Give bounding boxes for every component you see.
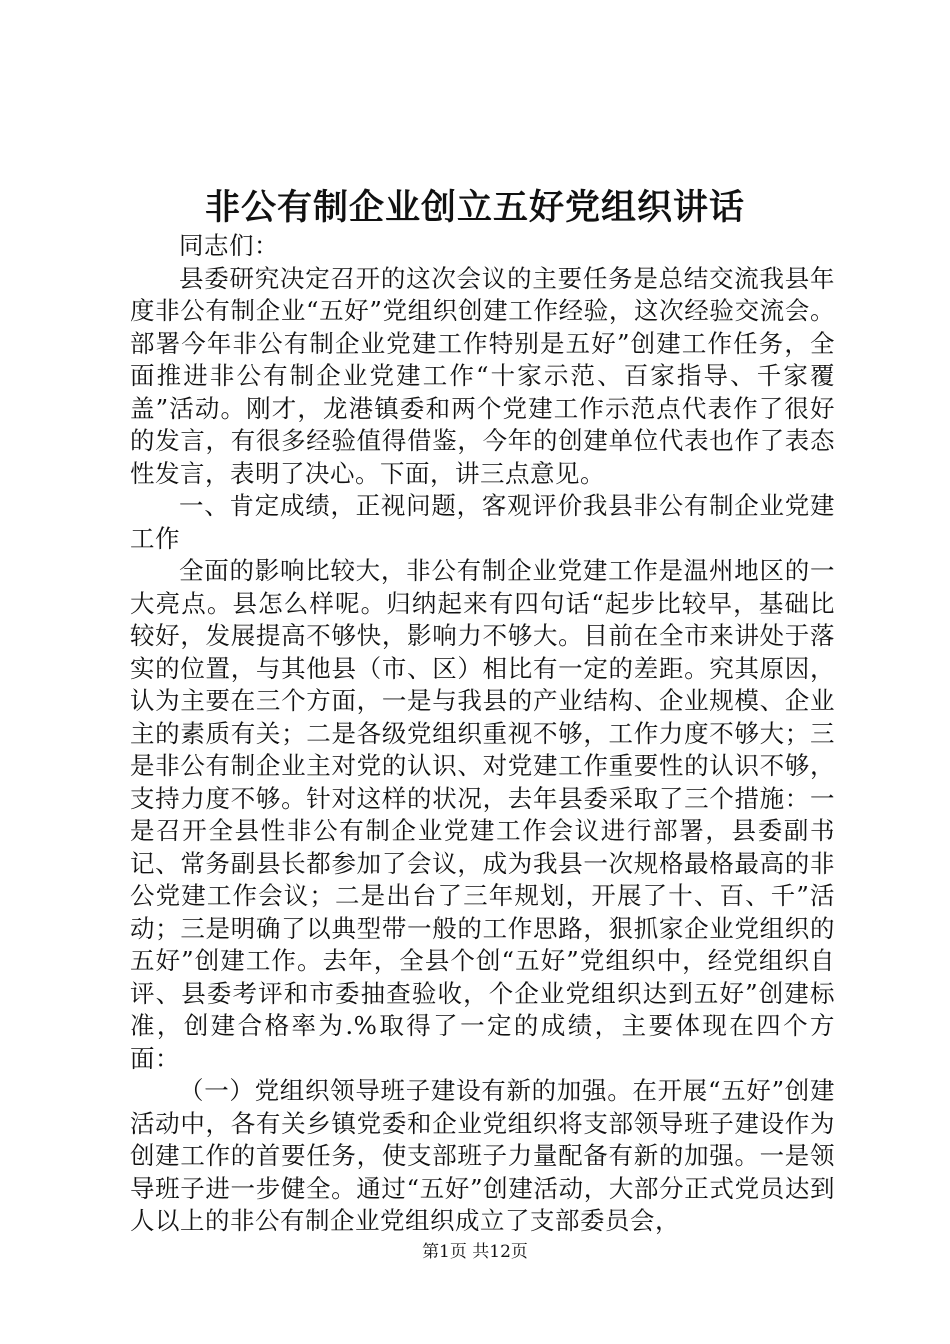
section-heading-1: 一、肯定成绩，正视问题，客观评价我县非公有制企业党建工作 bbox=[130, 491, 835, 553]
document-title: 非公有制企业创立五好党组织讲话 bbox=[204, 187, 745, 228]
document-body bbox=[130, 230, 835, 1238]
page-footer: 第1页 共12页 bbox=[422, 1242, 528, 1262]
salutation-paragraph: 同志们： bbox=[179, 231, 279, 260]
subsection-paragraph-1: （一）党组织领导班子建设有新的加强。在开展“五好”创建活动中，各有关乡镇党委和企业党组织将支部领导班子建设作为创建工作的首要任务，使支部班子力量配备有新的加强。一是领导班子进一步健全。通过“五好”创建活动，大部分正式党员达到人以上的非公有制企业党组织成立了支部委员会， bbox=[130, 1076, 835, 1235]
intro-paragraph: 县委研究决定召开的这次会议的主要任务是总结交流我县年度非公有制企业“五好”党组织创建工作经验，这次经验交流会。部署今年非公有制企业党建工作特别是五好”创建工作任务，全面推进非公有制企业党建工作“十家示范、百家指导、千家覆盖”活动。刚才，龙港镇委和两个党建工作示范点代表作了很好的发言，有很多经验值得借鉴，今年的创建单位代表也作了表态性发言，表明了决心。下面，讲三点意见。 bbox=[130, 263, 835, 488]
body-paragraph: 全面的影响比较大，非公有制企业党建工作是温州地区的一大亮点。县怎么样呢。归纳起来有四句话“起步比较早，基础比较好，发展提高不够快，影响力不够大。目前在全市来讲处于落实的位置，与其他县（市、区）相比有一定的差距。究其原因，认为主要在三个方面，一是与我县的产业结构、企业规模、企业主的素质有关；二是各级党组织重视不够，工作力度不够大；三是非公有制企业主对党的认识、对党建工作重要性的认识不够，支持力度不够。针对这样的状况，去年县委采取了三个措施：一是召开全县性非公有制企业党建工作会议进行部署，县委副书记、常务副县长都参加了会议，成为我县一次规格最格最高的非公党建工作会议；二是出台了三年规划，开展了十、百、千”活动；三是明确了以典型带一般的工作思路，狠抓家企业党组织的五好”创建工作。去年，全县个创“五好”党组织中，经党组织自评、县委考评和市委抽查验收，个企业党组织达到五好”创建标准，创建合格率为.%取得了一定的成绩，主要体现在四个方面： bbox=[130, 556, 835, 1073]
